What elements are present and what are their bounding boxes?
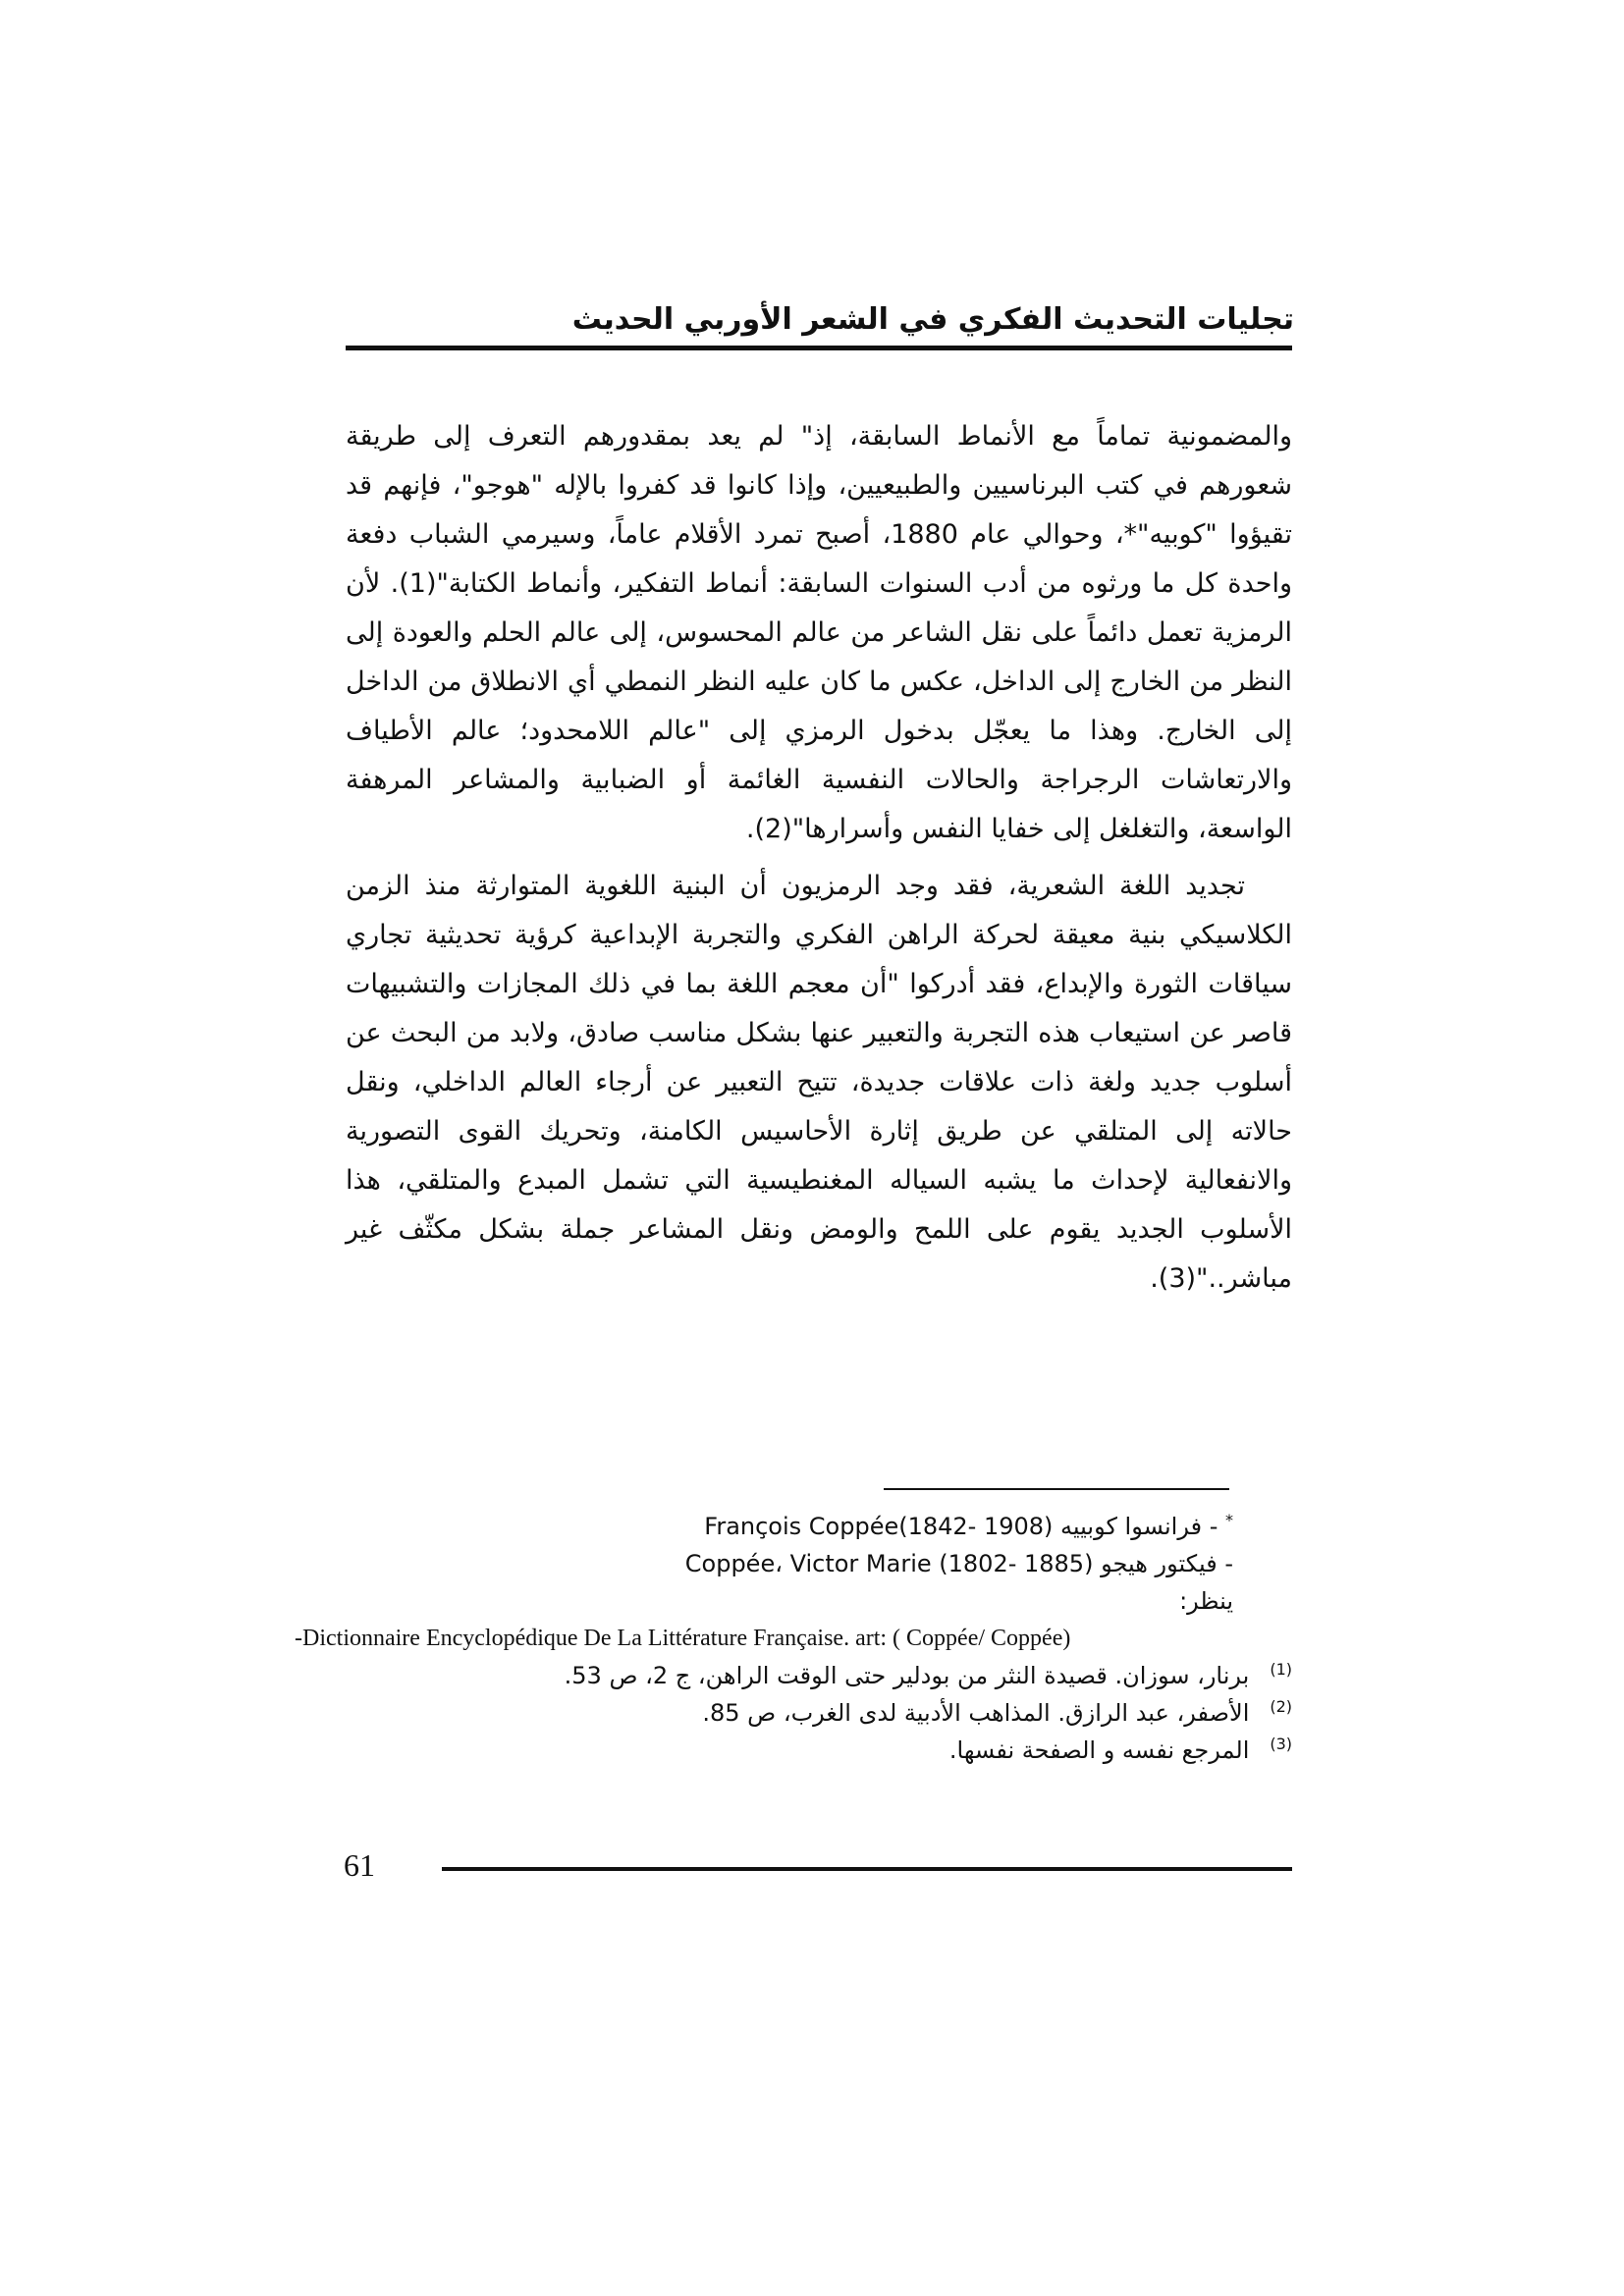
footnote-3-text: المرجع نفسه و الصفحة نفسها. [948, 1736, 1250, 1764]
footnotes [295, 1508, 1292, 1769]
body-text [346, 412, 1292, 1304]
paragraph-1: والمضمونية تماماً مع الأنماط السابقة، إذ" لم يعد بمقدورهم التعرف إلى طريقة شعورهم في كتب البرناسيين والطبيعيين، وإذا كانوا قد كفروا بالإله "هوجو"، فإنهم قد تقيؤوا "كوبيه"*، وحوالي عام 1880، أصبح تمرد الأقلام عاماً، وسيرمي الشباب دفعة واحدة كل ما ورثوه من أدب السنوات السابقة: أنماط التفكير، وأنماط الكتابة"(1). لأن الرمزية تعمل دائماً على نقل الشاعر من عالم المحسوس، إلى عالم الحلم والعودة إلى النظر من الخارج إلى الداخل، عكس ما كان عليه النظر النمطي أي الانطلاق من الداخل إلى الخارج. وهذا ما يعجّل بدخول الرمزي إلى "عالم اللامحدود؛ عالم الأطياف والارتعاشات الرجراجة والحالات النفسية الغائمة أو الضبابية والمشاعر المرهفة الواسعة، والتغلغل إلى خفايا النفس وأسرارها"(2). [346, 421, 1292, 844]
footnote-hugo-text: - فيكتور هيجو Coppée، Victor Marie (1802- 1885) [684, 1550, 1233, 1577]
footnote-2-text: الأصفر، عبد الرازق. المذاهب الأدبية لدى الغرب، ص 85. [702, 1699, 1250, 1727]
footer-rule [442, 1867, 1292, 1871]
footnote-2: $^{(2)}$ الأصفر، عبد الرازق. المذاهب الأدبية لدى الغرب، ص 85. [702, 1697, 1292, 1727]
footnote-3: $^{(3)}$ المرجع نفسه و الصفحة نفسها. [948, 1735, 1292, 1764]
footnote-hugo [295, 1545, 1292, 1582]
footnote-1: $^{(1)}$ برنار، سوزان. قصيدة النثر من بودلير حتى الوقت الراهن، ج 2، ص 53. [564, 1660, 1292, 1689]
footnote-1-text: برنار، سوزان. قصيدة النثر من بودلير حتى الوقت الراهن، ج 2، ص 53. [564, 1662, 1250, 1689]
page-number: 61 [344, 1847, 375, 1883]
dictionary-reference: -Dictionnaire Encyclopédique De La Littérature Française. art: ( Coppée/ Coppée) [295, 1626, 1071, 1651]
running-title: تجليات التحديث الفكري في الشعر الأوربي الحديث [571, 302, 1294, 337]
footnote-separator [884, 1488, 1229, 1490]
see-label: ينظر: [1179, 1587, 1233, 1615]
footnote-star-mark: * [1225, 1511, 1233, 1529]
footnote-star [295, 1508, 1292, 1545]
header-rule [346, 346, 1292, 350]
footnote-star-text: - فرانسوا كوبييه François Coppée(1842- 1908) [704, 1513, 1218, 1540]
paragraph-2: تجديد اللغة الشعرية، فقد وجد الرمزيون أن البنية اللغوية المتوارثة منذ الزمن الكلاسيكي بنية معيقة لحركة الراهن الفكري والتجربة الإبداعية كرؤية تحديثية تجاري سياقات الثورة والإبداع، فقد أدركوا "أن معجم اللغة بما في ذلك المجازات والتشبيهات قاصر عن استيعاب هذه التجربة والتعبير عنها بشكل مناسب صادق، ولابد من البحث عن أسلوب جديد ولغة ذات علاقات جديدة، تتيح التعبير عن أرجاء العالم الداخلي، ونقل حالاته إلى المتلقي عن طريق إثارة الأحاسيس الكامنة، وتحريك القوى التصورية والانفعالية لإحداث ما يشبه السياله المغنطيسية التي تشمل المبدع والمتلقي، هذا الأسلوب الجديد يقوم على اللمح والومض ونقل المشاعر جملة بشكل مكثّف غير مباشر.."(3). [346, 871, 1292, 1294]
